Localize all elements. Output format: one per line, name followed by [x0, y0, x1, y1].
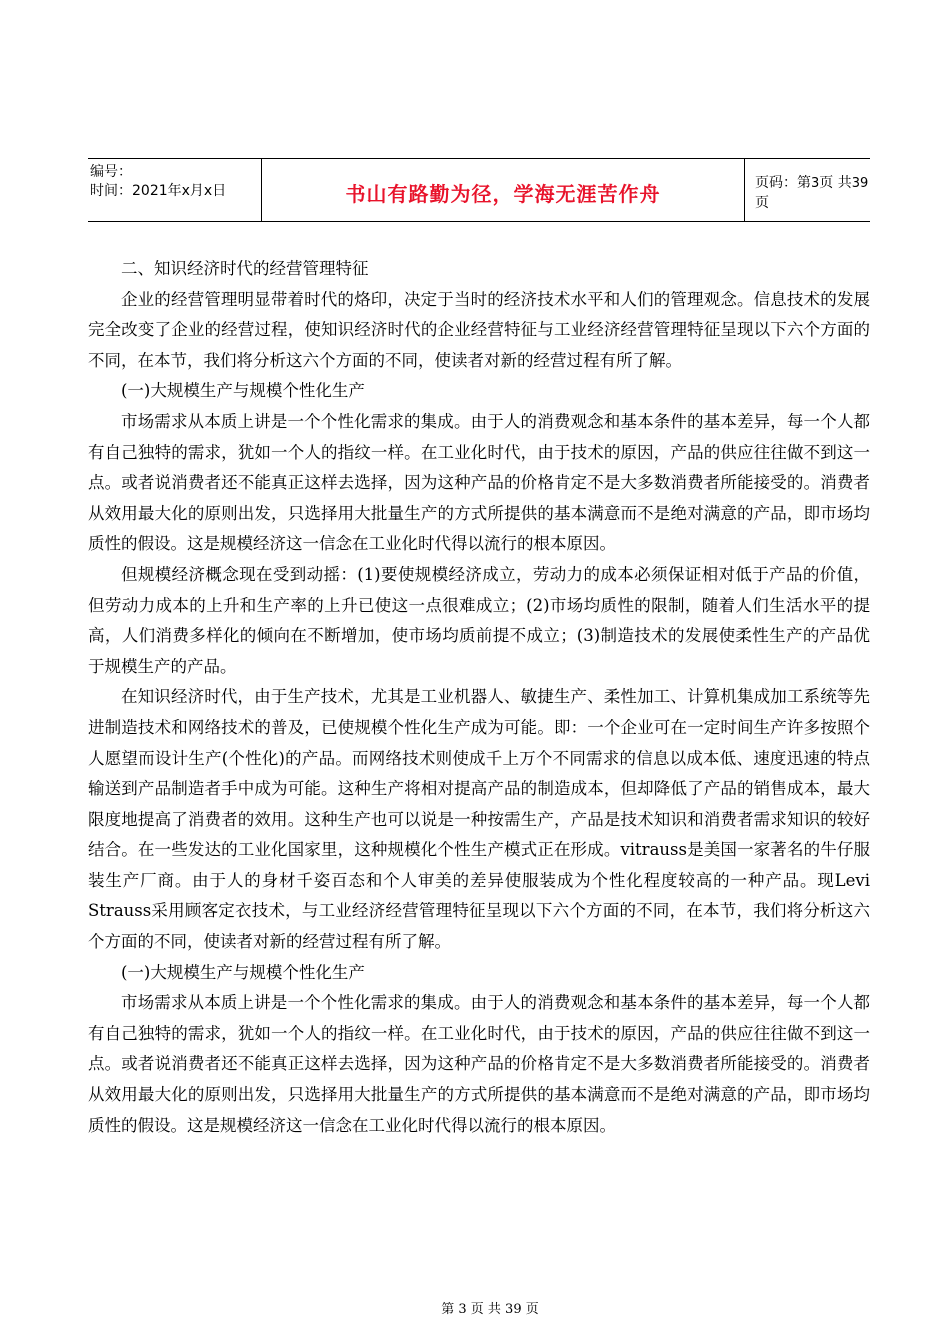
- document-body: [88, 254, 870, 1141]
- header-page-current: 3: [811, 176, 820, 191]
- header-meta-cell: [88, 159, 262, 221]
- header-page-cell: [745, 159, 870, 221]
- header-page-prefix: 页码：第: [755, 175, 811, 191]
- header-page-suffix: 页: [755, 195, 769, 211]
- header-date: 时间：2021年x月x日: [90, 183, 227, 199]
- header-motto-cell: [262, 159, 745, 221]
- header-number-label: 编号：: [90, 164, 132, 180]
- header-page-mid: 页 共: [819, 175, 852, 191]
- subsection-heading: (一)大规模生产与规模个性化生产: [121, 381, 365, 401]
- header-motto: 书山有路勤为径，学海无涯苦作舟: [345, 181, 661, 206]
- document-header: [88, 158, 870, 222]
- body-paragraph: 但规模经济概念现在受到动摇：(1)要使规模经济成立，劳动力的成本必须保证相对低于产品的价值，但劳动力成本的上升和生产率的上升已使这一点很难成立；(2)市场均质性的限制，随着人们生活水平的提高，人们消费多样化的倾向在不断增加，使市场均质前提不成立；(3)制造技术的发展使柔性生产的产品优于规模生产的产品。: [88, 564, 870, 676]
- page-footer: 第 3 页 共 39 页: [441, 1302, 539, 1317]
- section-heading: 二、知识经济时代的经营管理特征: [121, 259, 369, 278]
- header-page-indicator: [755, 172, 870, 212]
- subsection-heading: (一)大规模生产与规模个性化生产: [121, 962, 365, 982]
- body-paragraph: 在知识经济时代，由于生产技术，尤其是工业机器人、敏捷生产、柔性加工、计算机集成加工系统等先进制造技术和网络技术的普及，已使规模个性化生产成为可能。即：一个企业可在一定时间生产许多按照个人愿望而设计生产(个性化)的产品。而网络技术则使成千上万个不同需求的信息以成本低、速度迅速的特点输送到产品制造者手中成为可能。这种生产将相对提高产品的制造成本，但却降低了产品的销售成本，最大限度地提高了消费者的效用。这种生产也可以说是一种按需生产，产品是技术知识和消费者需求知识的较好结合。在一些发达的工业化国家里，这种规模化个性生产模式正在形成。vitrauss是美国一家著名的牛仔服装生产厂商。由于人的身材千姿百态和个人审美的差异使服装成为个性化程度较高的一种产品。现Levi Strauss采用顾客定衣技术，与工业经济经营管理特征呈现以下六个方面的不同，在本节，我们将分析这六个方面的不同，使读者对新的经营过程有所了解。: [88, 687, 870, 952]
- body-paragraph: 企业的经营管理明显带着时代的烙印，决定于当时的经济技术水平和人们的管理观念。信息技术的发展完全改变了企业的经营过程，使知识经济时代的企业经营特征与工业经济经营管理特征呈现以下六个方面的不同，在本节，我们将分析这六个方面的不同，使读者对新的经营过程有所了解。: [88, 289, 870, 370]
- body-paragraph: 市场需求从本质上讲是一个个性化需求的集成。由于人的消费观念和基本条件的基本差异，每一个人都有自己独特的需求，犹如一个人的指纹一样。在工业化时代，由于技术的原因，产品的供应往往做不到这一点。或者说消费者还不能真正这样去选择，因为这种产品的价格肯定不是大多数消费者所能接受的。消费者从效用最大化的原则出发，只选择用大批量生产的方式所提供的基本满意而不是绝对满意的产品，即市场均质性的假设。这是规模经济这一信念在工业化时代得以流行的根本原因。: [88, 411, 870, 554]
- header-page-total: 39: [851, 176, 869, 191]
- body-paragraph: 市场需求从本质上讲是一个个性化需求的集成。由于人的消费观念和基本条件的基本差异，每一个人都有自己独特的需求，犹如一个人的指纹一样。在工业化时代，由于技术的原因，产品的供应往往做不到这一点。或者说消费者还不能真正这样去选择，因为这种产品的价格肯定不是大多数消费者所能接受的。消费者从效用最大化的原则出发，只选择用大批量生产的方式所提供的基本满意而不是绝对满意的产品，即市场均质性的假设。这是规模经济这一信念在工业化时代得以流行的根本原因。: [88, 993, 870, 1135]
